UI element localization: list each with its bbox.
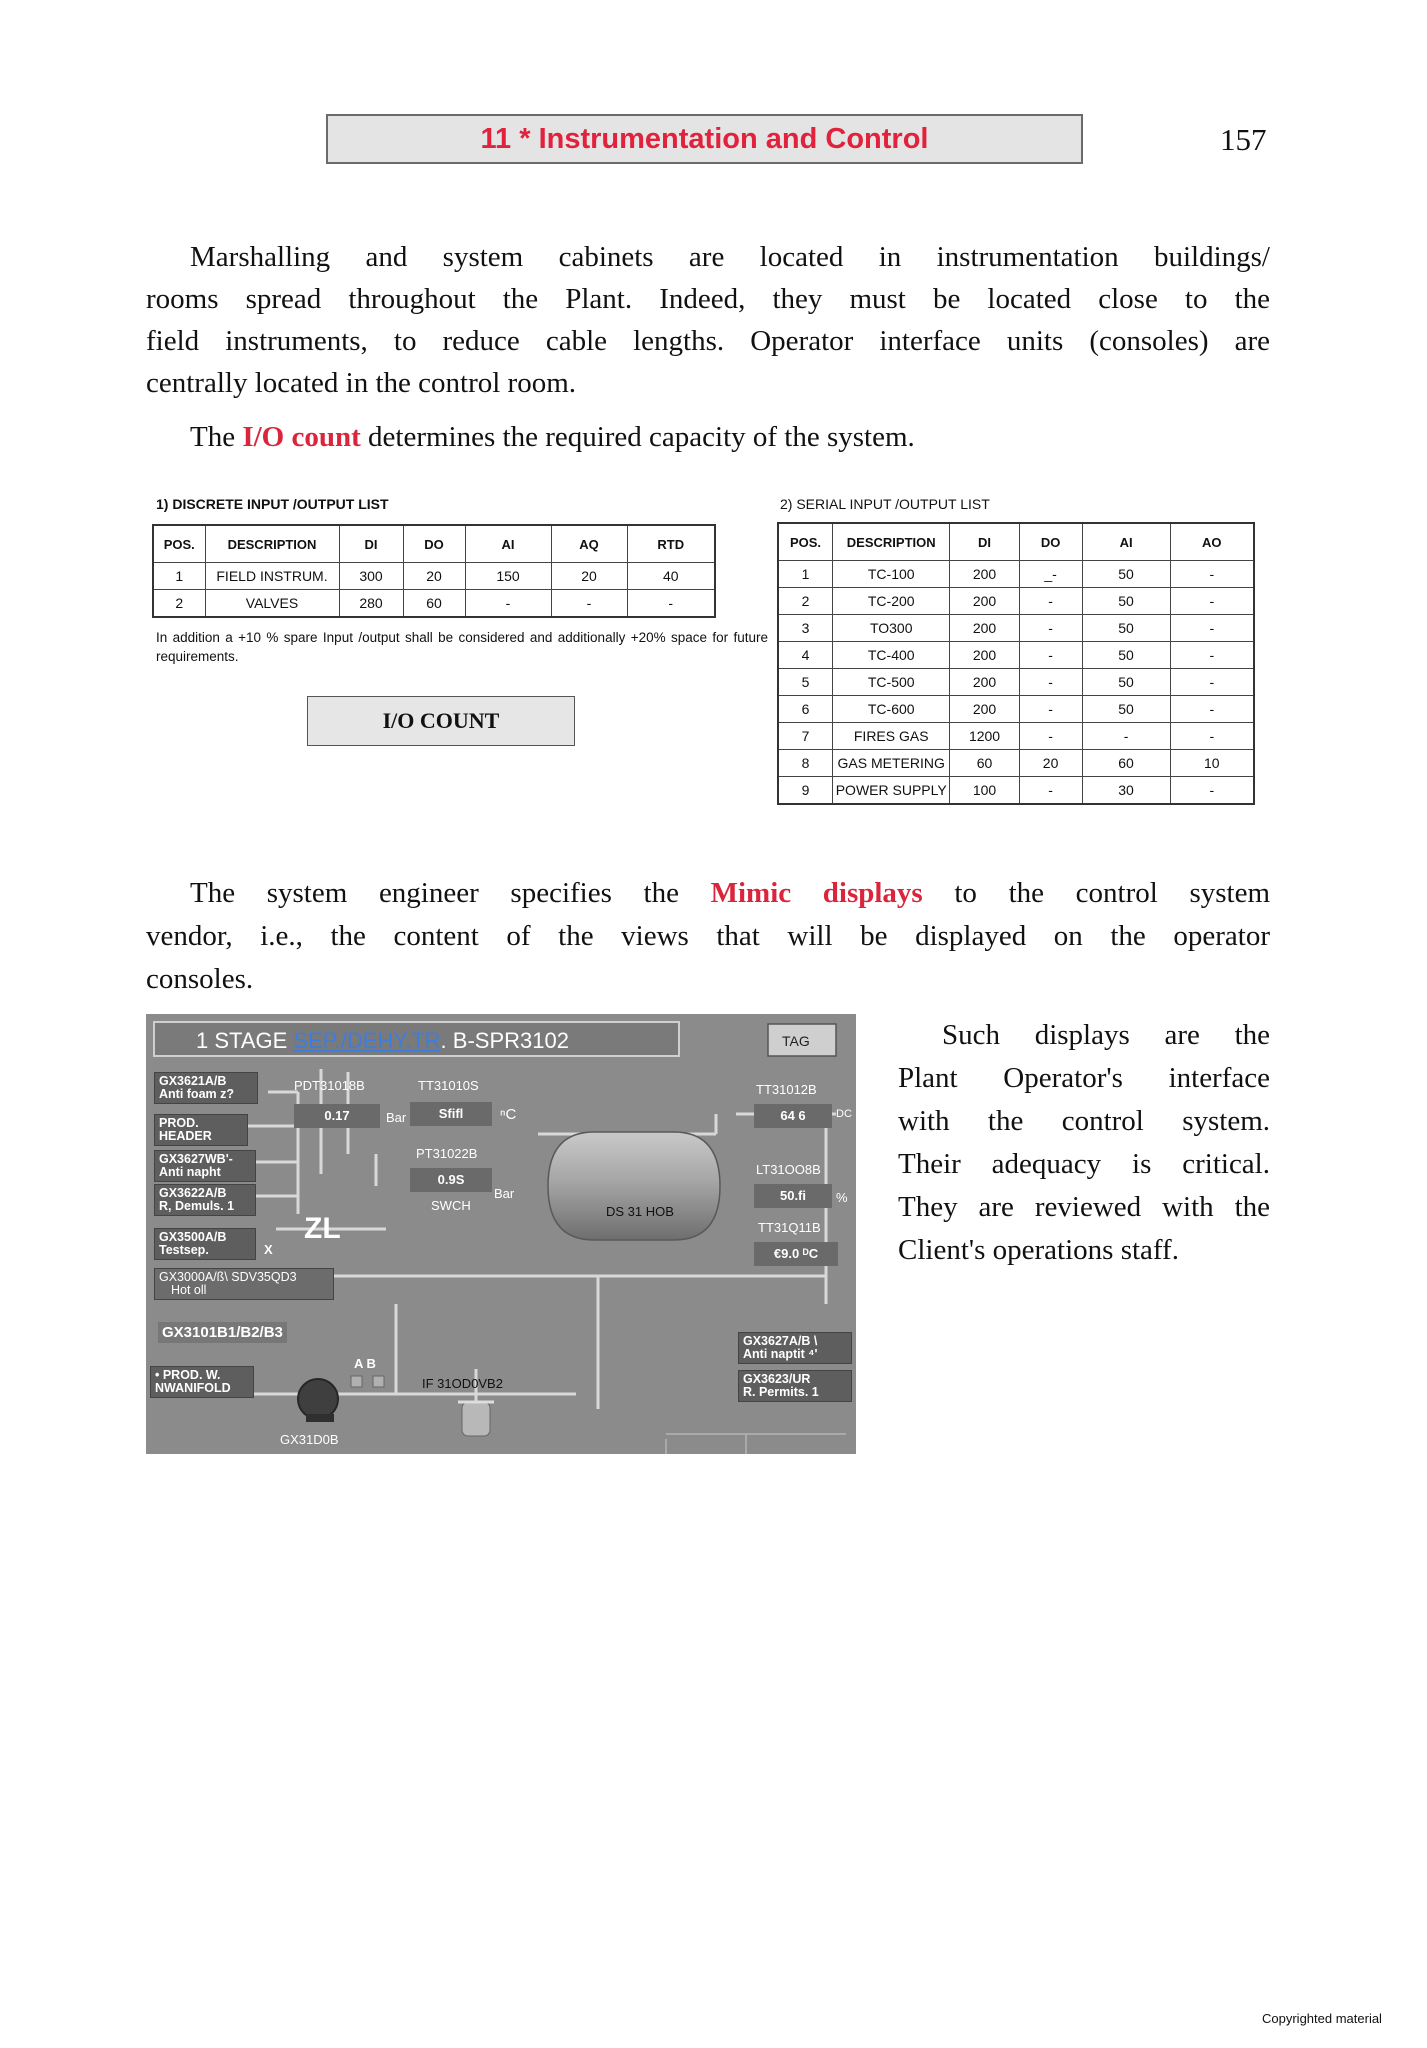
paragraph-line: Their adequacy is critical. — [898, 1148, 1270, 1180]
discrete-header-cell: DO — [403, 525, 465, 563]
discrete-table-cell: VALVES — [205, 590, 339, 618]
serial-table-cell: 1 — [778, 561, 833, 588]
serial-table-cell: 60 — [950, 750, 1019, 777]
discrete-table-cell: FIELD INSTRUM. — [205, 563, 339, 590]
serial-table-row — [778, 723, 1254, 750]
mimic-title-link[interactable]: SEP./DEHY.TR — [293, 1028, 441, 1053]
paragraph-line — [146, 872, 1270, 915]
serial-table-row — [778, 777, 1254, 805]
serial-table-cell: FIRES GAS — [833, 723, 950, 750]
serial-table-cell: TO300 — [833, 615, 950, 642]
serial-table-cell: - — [1170, 723, 1254, 750]
valve-label: IF 31OD0VB2 — [422, 1376, 503, 1391]
serial-table-cell: - — [1170, 777, 1254, 805]
serial-table-cell: 1200 — [950, 723, 1019, 750]
serial-header-cell: AO — [1170, 523, 1254, 561]
gx3101-label[interactable]: GX3101B1/B2/B3 — [158, 1322, 287, 1343]
paragraph-line: with the control system. — [898, 1105, 1270, 1137]
paragraph-line: Client's operations staff. — [898, 1234, 1179, 1266]
lt-unit: % — [836, 1190, 848, 1205]
tag-gx3627[interactable]: GX3627WB'- Anti napht — [154, 1150, 256, 1182]
discrete-table-cell: 20 — [551, 563, 627, 590]
serial-table-cell: 6 — [778, 696, 833, 723]
serial-header-cell: POS. — [778, 523, 833, 561]
serial-table-cell: 4 — [778, 642, 833, 669]
paragraph-line: Plant Operator's interface — [898, 1062, 1270, 1094]
discrete-table-cell: 150 — [465, 563, 551, 590]
paragraph-line: consoles. — [146, 963, 254, 995]
serial-table-row — [778, 696, 1254, 723]
tag-prod-header[interactable]: PROD. HEADER — [154, 1114, 248, 1146]
paragraph-line: Such displays are the — [942, 1019, 1270, 1051]
discrete-table-row — [153, 563, 715, 590]
pt-unit: Bar — [494, 1186, 515, 1201]
paragraph-side — [898, 1014, 1270, 1272]
paragraph-line: They are reviewed with the — [898, 1191, 1270, 1223]
serial-table-cell: - — [1019, 696, 1082, 723]
paragraph-line: vendor, i.e., the content of the views that will be displayed on the operator — [146, 920, 1270, 952]
serial-table-row — [778, 669, 1254, 696]
serial-table-cell: 200 — [950, 642, 1019, 669]
discrete-io-table — [152, 524, 716, 618]
lt-value: 50.fi — [754, 1184, 832, 1208]
serial-table-cell: TC-500 — [833, 669, 950, 696]
mimic-title — [196, 1028, 569, 1054]
text-run: determines the required capacity of the system. — [360, 421, 915, 453]
serial-table-cell: 8 — [778, 750, 833, 777]
serial-table-cell: 20 — [1019, 750, 1082, 777]
discrete-table-cell: 280 — [339, 590, 403, 618]
discrete-table-cell: - — [627, 590, 715, 618]
serial-header-cell: DO — [1019, 523, 1082, 561]
discrete-table-cell: - — [465, 590, 551, 618]
paragraph-line: rooms spread throughout the Plant. Indeed, they must be located close to the — [146, 283, 1270, 315]
serial-table-cell: 5 — [778, 669, 833, 696]
tag-gx3623-right[interactable]: GX3623/UR R. Permits. 1 — [738, 1370, 852, 1402]
tt-value: Sfifl — [410, 1102, 492, 1126]
chapter-title: 11 * Instrumentation and Control — [326, 114, 1083, 164]
tt2-unit: DC — [836, 1108, 852, 1120]
serial-table-cell: - — [1170, 696, 1254, 723]
serial-table-cell: 2 — [778, 588, 833, 615]
discrete-table-cell: 20 — [403, 563, 465, 590]
page-number: 157 — [1220, 122, 1267, 157]
discrete-table-cell: 1 — [153, 563, 205, 590]
serial-table-cell: GAS METERING — [833, 750, 950, 777]
paragraph-mimic — [146, 872, 1270, 1001]
serial-table-cell: _- — [1019, 561, 1082, 588]
serial-table-cell: 200 — [950, 696, 1019, 723]
serial-table-cell: POWER SUPPLY — [833, 777, 950, 805]
serial-header-cell: AI — [1082, 523, 1170, 561]
tag-gx3000[interactable] — [154, 1268, 334, 1300]
serial-header-cell: DI — [950, 523, 1019, 561]
gx3000-line2: Hot oll — [171, 1283, 207, 1297]
serial-table-cell: TC-200 — [833, 588, 950, 615]
pdt-unit: Bar — [386, 1110, 407, 1125]
swch-label: SWCH — [431, 1198, 471, 1213]
tag-button[interactable]: TAG — [782, 1033, 810, 1049]
mimic-title-suffix: . B-SPR3102 — [440, 1028, 569, 1053]
text-run: to the control system — [922, 877, 1270, 909]
serial-table-cell: - — [1019, 615, 1082, 642]
serial-table-cell: - — [1170, 669, 1254, 696]
serial-table-cell: 100 — [950, 777, 1019, 805]
serial-table-row — [778, 615, 1254, 642]
discrete-header-cell: AI — [465, 525, 551, 563]
discrete-header-cell: DI — [339, 525, 403, 563]
vessel-label: DS 31 HOB — [606, 1204, 674, 1219]
pump-label: GX31D0B — [280, 1432, 339, 1447]
serial-table-cell: 200 — [950, 615, 1019, 642]
serial-table-cell: - — [1019, 723, 1082, 750]
serial-table-cell: - — [1019, 588, 1082, 615]
serial-table-cell: 30 — [1082, 777, 1170, 805]
tt-tag: TT31010S — [418, 1078, 479, 1093]
serial-table-cell: 9 — [778, 777, 833, 805]
discrete-header-cell: RTD — [627, 525, 715, 563]
tag-prod-w-manifold[interactable]: • PROD. W. NWANIFOLD — [150, 1366, 254, 1398]
serial-table-cell: 7 — [778, 723, 833, 750]
tt2-value: 64 6 — [754, 1104, 832, 1128]
io-count-box: I/O COUNT — [307, 696, 575, 746]
serial-table-title: 2) SERIAL INPUT /OUTPUT LIST — [780, 496, 990, 512]
lt-tag: LT31OO8B — [756, 1162, 821, 1177]
serial-table-cell: - — [1019, 777, 1082, 805]
discrete-table-row — [153, 590, 715, 618]
paragraph-line: Marshalling and system cabinets are located in instrumentation buildings/ — [190, 241, 1270, 273]
serial-table-cell: - — [1019, 642, 1082, 669]
tag-gx3621[interactable]: GX3621A/B Anti foam z? — [154, 1072, 258, 1104]
tt3-value: €9.0 ᴰC — [754, 1242, 838, 1266]
serial-io-table — [777, 522, 1255, 805]
tt3-tag: TT31Q11B — [758, 1220, 821, 1235]
gx3000-line1: GX3000A/ß\ SDV35QD3 — [159, 1270, 297, 1284]
discrete-table-cell: 300 — [339, 563, 403, 590]
serial-table-cell: - — [1170, 588, 1254, 615]
serial-table-cell: 50 — [1082, 642, 1170, 669]
mimic-displays-highlight: Mimic displays — [710, 877, 923, 909]
serial-table-cell: 50 — [1082, 696, 1170, 723]
serial-table-row — [778, 750, 1254, 777]
serial-table-cell: 50 — [1082, 615, 1170, 642]
serial-table-cell: 200 — [950, 669, 1019, 696]
discrete-table-cell: - — [551, 590, 627, 618]
tt-unit: ⁿC — [500, 1106, 517, 1123]
spare-note: In addition a +10 % spare Input /output shall be considered and additionally +20% space for future requirements. — [156, 630, 768, 664]
ab-label: A B — [354, 1356, 376, 1371]
mimic-display — [146, 1014, 856, 1454]
discrete-table-cell: 2 — [153, 590, 205, 618]
zl-symbol: ZL — [304, 1212, 341, 1245]
serial-table-cell: - — [1170, 615, 1254, 642]
tag-gx3627-right[interactable]: GX3627A/B \ Anti naptit ⁴' — [738, 1332, 852, 1364]
serial-table-row — [778, 642, 1254, 669]
serial-table-cell: 50 — [1082, 588, 1170, 615]
serial-table-cell: 3 — [778, 615, 833, 642]
pdt-tag: PDT31018B — [294, 1078, 365, 1093]
serial-table-cell: - — [1019, 669, 1082, 696]
serial-table-cell: 10 — [1170, 750, 1254, 777]
discrete-header-cell: AQ — [551, 525, 627, 563]
paragraph-io-count — [190, 416, 1270, 458]
mimic-title-prefix: 1 STAGE — [196, 1028, 294, 1053]
pdt-value: 0.17 — [294, 1104, 380, 1128]
discrete-table-title: 1) DISCRETE INPUT /OUTPUT LIST — [156, 496, 389, 512]
copyright-notice: Copyrighted material — [1262, 2011, 1382, 2026]
serial-table-cell: - — [1170, 561, 1254, 588]
tag-gx3500[interactable]: GX3500A/B Testsep. — [154, 1228, 256, 1260]
paragraph-marshalling — [146, 236, 1270, 404]
serial-table-cell: TC-400 — [833, 642, 950, 669]
serial-table-row — [778, 561, 1254, 588]
discrete-header-cell: POS. — [153, 525, 205, 563]
tt2-tag: TT31012B — [756, 1082, 817, 1097]
discrete-header-cell: DESCRIPTION — [205, 525, 339, 563]
serial-table-cell: - — [1082, 723, 1170, 750]
pt-value: 0.9S — [410, 1168, 492, 1192]
serial-table-cell: 200 — [950, 561, 1019, 588]
serial-table-cell: TC-100 — [833, 561, 950, 588]
serial-table-cell: 50 — [1082, 669, 1170, 696]
serial-table-row — [778, 588, 1254, 615]
text-run: The — [190, 421, 243, 453]
discrete-table-cell: 60 — [403, 590, 465, 618]
serial-table-cell: 50 — [1082, 561, 1170, 588]
discrete-table-cell: 40 — [627, 563, 715, 590]
serial-table-cell: TC-600 — [833, 696, 950, 723]
paragraph-line: centrally located in the control room. — [146, 367, 577, 399]
pt-tag: PT31022B — [416, 1146, 478, 1161]
serial-header-cell: DESCRIPTION — [833, 523, 950, 561]
text-run: The system engineer specifies the — [190, 877, 711, 909]
serial-table-cell: 60 — [1082, 750, 1170, 777]
paragraph-line: field instruments, to reduce cable lengths. Operator interface units (consoles) are — [146, 325, 1270, 357]
io-count-highlight: I/O count — [242, 421, 361, 453]
serial-table-cell: - — [1170, 642, 1254, 669]
x-mark: X — [264, 1242, 273, 1257]
serial-table-cell: 200 — [950, 588, 1019, 615]
tag-gx3622[interactable]: GX3622A/B R, Demuls. 1 — [154, 1184, 256, 1216]
